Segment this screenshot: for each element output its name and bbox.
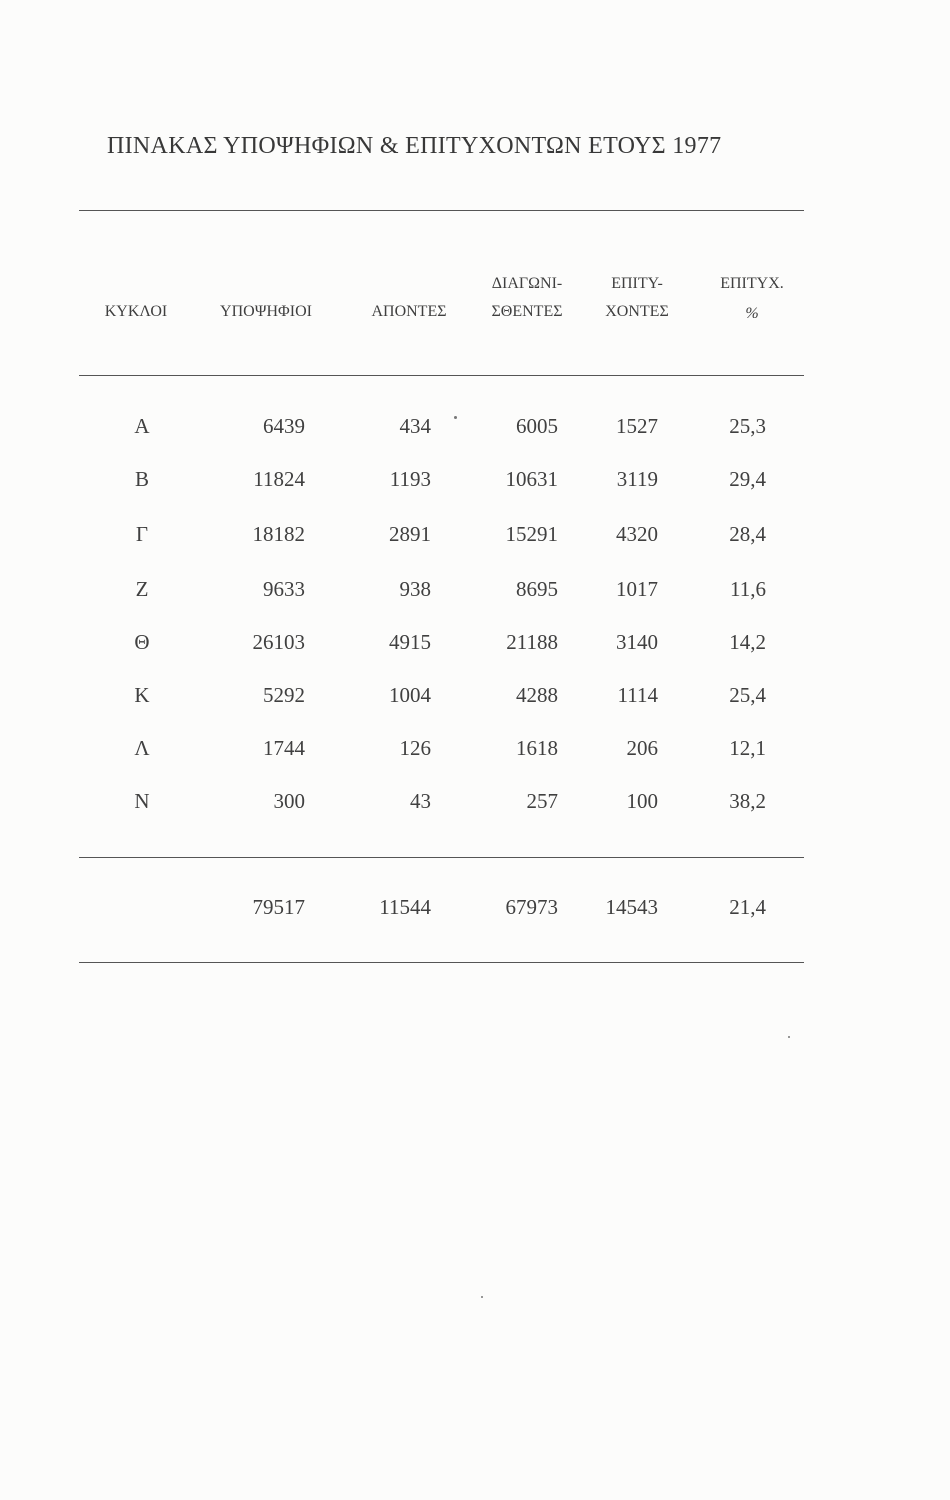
cell-ypopsifioi: 26103 — [252, 630, 305, 654]
cell-pososto: 14,2 — [729, 630, 766, 654]
cell-pososto: 38,2 — [729, 789, 766, 813]
header-epityxontes-line2: ΧΟΝΤΕΣ — [605, 303, 669, 320]
header-ypopsifioi: ΥΠΟΨΗΦΙΟΙ — [220, 303, 312, 320]
print-speck — [481, 1296, 483, 1298]
cell-apontes: 4915 — [389, 630, 431, 654]
row-label: Γ — [135, 522, 149, 546]
cell-pososto: 28,4 — [729, 522, 766, 546]
cell-pososto: 29,4 — [729, 467, 766, 491]
cell-diagonisthentes: 15291 — [505, 522, 558, 546]
cell-diagonisthentes: 21188 — [506, 630, 558, 654]
cell-epityxontes: 1114 — [617, 683, 658, 707]
total-diagonisthentes: 67973 — [505, 895, 558, 919]
cell-pososto: 25,3 — [729, 414, 766, 438]
header-pososto-line1: ΕΠΙΤΥΧ. — [720, 275, 784, 292]
cell-diagonisthentes: 8695 — [516, 577, 558, 601]
cell-apontes: 434 — [399, 414, 431, 438]
row-label: Β — [134, 467, 149, 491]
header-apontes: ΑΠΟΝΤΕΣ — [371, 303, 447, 320]
row-label: Λ — [134, 736, 150, 760]
total-ypopsifioi: 79517 — [252, 895, 305, 919]
totals-top-rule — [79, 857, 804, 858]
cell-ypopsifioi: 6439 — [263, 414, 305, 438]
header-kykloi: ΚΥΚΛΟΙ — [104, 303, 168, 320]
cell-pososto: 11,6 — [730, 577, 766, 601]
cell-pososto: 25,4 — [729, 683, 766, 707]
cell-ypopsifioi: 300 — [273, 789, 305, 813]
cell-epityxontes: 100 — [626, 789, 658, 813]
row-label: Κ — [134, 683, 150, 707]
total-pososto: 21,4 — [729, 895, 766, 919]
header-diagonisthentes-line1: ΔΙΑΓΩΝΙ- — [491, 275, 563, 292]
table-title: ΠΙΝΑΚΑΣ ΥΠΟΨΗΦΙΩΝ & ΕΠΙΤΥΧΟΝΤΩΝ ΕΤΟΥΣ 1977 — [107, 133, 722, 159]
cell-apontes: 938 — [399, 577, 431, 601]
row-label: Ν — [134, 789, 150, 813]
bottom-rule — [79, 962, 804, 963]
row-label: Θ — [134, 630, 150, 654]
print-speck — [454, 416, 457, 419]
cell-apontes: 2891 — [389, 522, 431, 546]
cell-pososto: 12,1 — [729, 736, 766, 760]
cell-apontes: 1193 — [389, 467, 431, 491]
row-label: Α — [134, 414, 150, 438]
cell-epityxontes: 206 — [626, 736, 658, 760]
row-label: Ζ — [135, 577, 149, 601]
cell-diagonisthentes: 10631 — [505, 467, 558, 491]
header-pososto-line2: % — [745, 305, 759, 322]
cell-apontes: 43 — [410, 789, 431, 813]
cell-apontes: 126 — [399, 736, 431, 760]
cell-apontes: 1004 — [389, 683, 431, 707]
cell-ypopsifioi: 1744 — [263, 736, 305, 760]
cell-ypopsifioi: 18182 — [252, 522, 305, 546]
cell-ypopsifioi: 5292 — [263, 683, 305, 707]
cell-diagonisthentes: 4288 — [516, 683, 558, 707]
cell-ypopsifioi: 9633 — [263, 577, 305, 601]
header-rule — [79, 375, 804, 376]
cell-diagonisthentes: 6005 — [516, 414, 558, 438]
cell-ypopsifioi: 11824 — [253, 467, 305, 491]
cell-epityxontes: 3140 — [616, 630, 658, 654]
top-rule — [79, 210, 804, 211]
print-speck — [788, 1036, 790, 1038]
cell-epityxontes: 1017 — [616, 577, 658, 601]
cell-epityxontes: 1527 — [616, 414, 658, 438]
cell-epityxontes: 3119 — [616, 467, 658, 491]
header-epityxontes-line1: ΕΠΙΤΥ- — [611, 275, 663, 292]
cell-diagonisthentes: 257 — [526, 789, 558, 813]
cell-epityxontes: 4320 — [616, 522, 658, 546]
cell-diagonisthentes: 1618 — [516, 736, 558, 760]
total-apontes: 11544 — [379, 895, 431, 919]
header-diagonisthentes-line2: ΣΘΕΝΤΕΣ — [491, 303, 563, 320]
total-epityxontes: 14543 — [605, 895, 658, 919]
